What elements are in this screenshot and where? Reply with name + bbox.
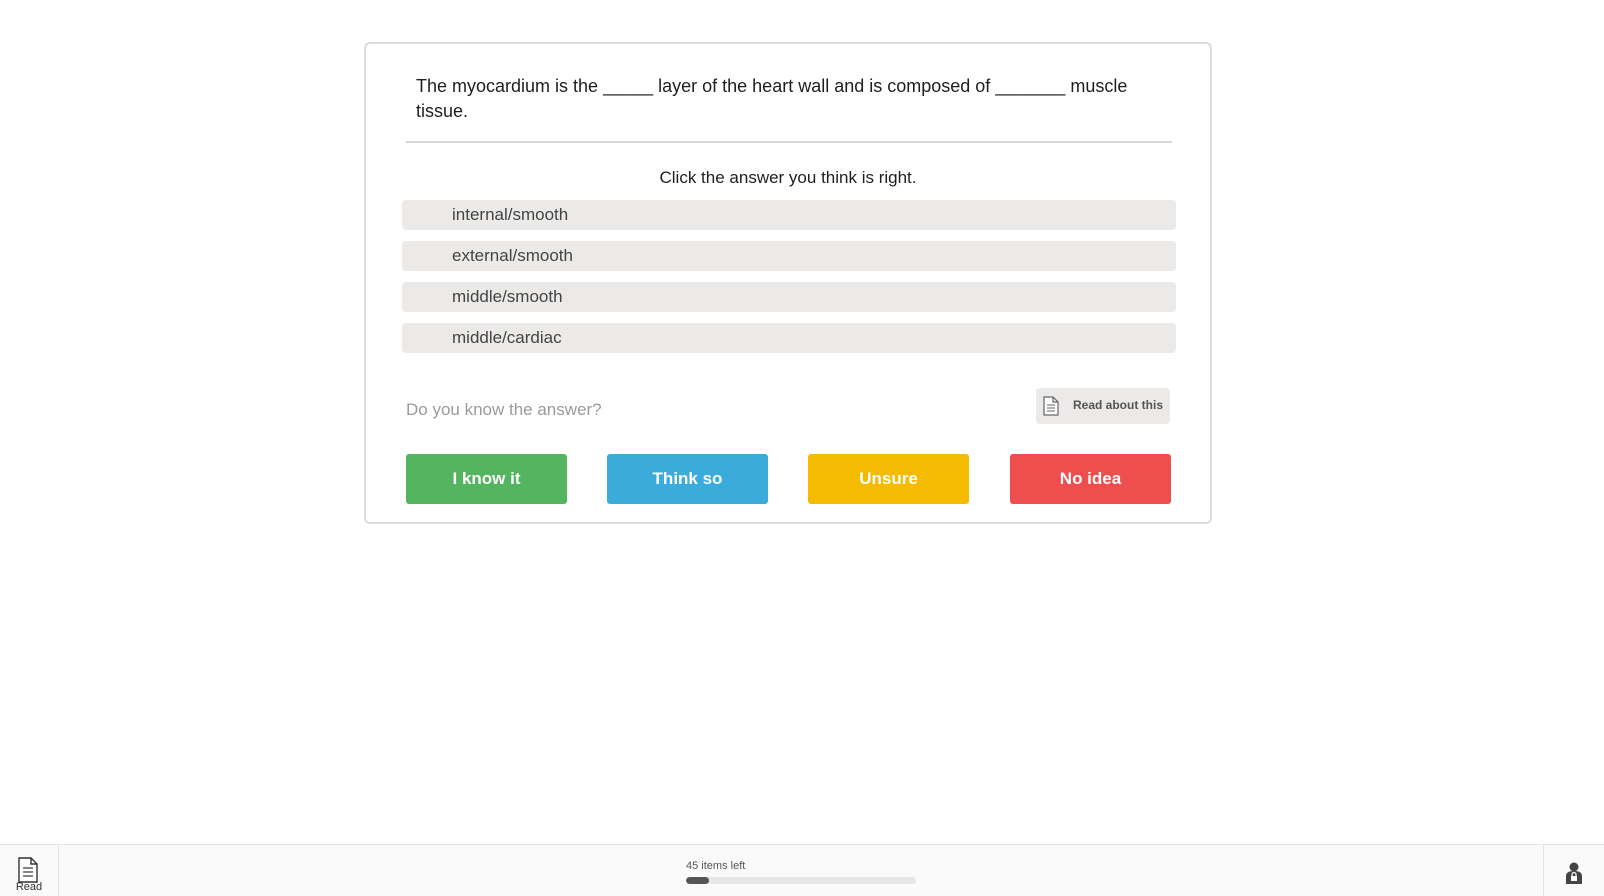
no-idea-button[interactable]: No idea	[1010, 454, 1171, 504]
account-button[interactable]	[1543, 845, 1604, 896]
items-left-text: 45 items left	[686, 860, 746, 872]
answer-option-label: internal/smooth	[452, 205, 569, 224]
answer-option-label: middle/cardiac	[452, 328, 562, 347]
divider	[406, 141, 1172, 143]
question-card	[364, 42, 1212, 524]
answer-option-label: middle/smooth	[452, 287, 563, 306]
confidence-prompt: Do you know the answer?	[406, 400, 602, 419]
instruction-text: Click the answer you think is right.	[659, 168, 917, 187]
answer-option-2[interactable]	[402, 241, 1176, 271]
read-about-this-label: Read about this	[1073, 398, 1164, 412]
answer-option-1[interactable]	[402, 200, 1176, 230]
progress-bar-fill	[686, 877, 709, 884]
question-text: The myocardium is the _____ layer of the heart wall and is composed of _______ muscle tissue.	[416, 76, 1128, 121]
answer-option-3[interactable]	[402, 282, 1176, 312]
document-icon	[1042, 396, 1060, 416]
read-about-this-button[interactable]	[1036, 388, 1170, 424]
unsure-button[interactable]: Unsure	[808, 454, 969, 504]
progress-bar	[686, 877, 916, 884]
read-tab-label: Read	[15, 881, 43, 893]
document-icon	[16, 857, 40, 883]
think-so-button[interactable]: Think so	[607, 454, 768, 504]
read-tab-button[interactable]	[0, 845, 59, 896]
answer-option-label: external/smooth	[452, 246, 573, 265]
bottom-bar	[0, 844, 1604, 896]
answer-option-4[interactable]	[402, 323, 1176, 353]
person-lock-icon	[1565, 861, 1583, 885]
i-know-it-button[interactable]: I know it	[406, 454, 567, 504]
